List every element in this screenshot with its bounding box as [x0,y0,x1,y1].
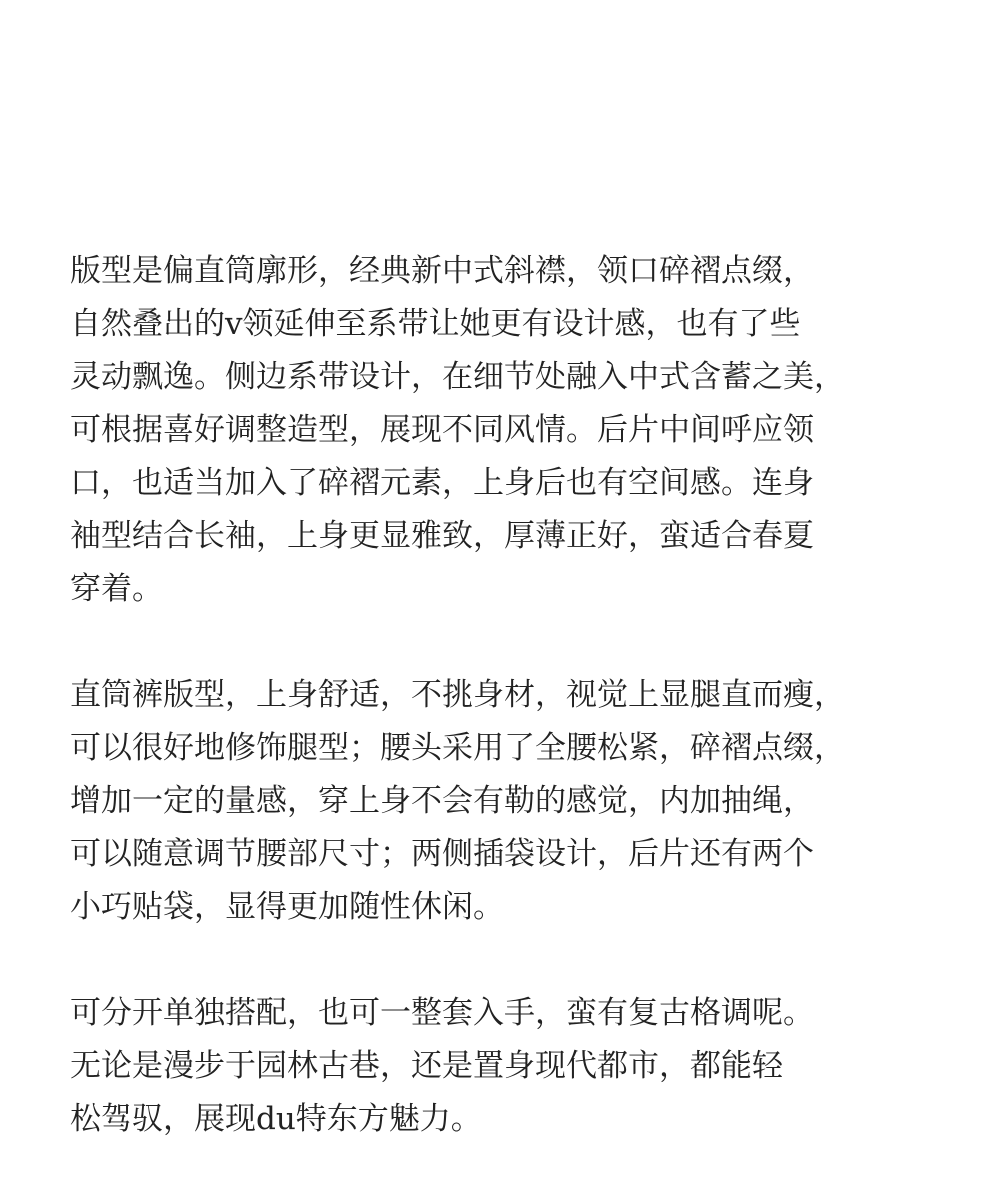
text-line: 无论是漫步于园林古巷，还是置身现代都市，都能轻 [70,1048,783,1084]
text-line: 直筒裤版型，上身舒适，不挑身材，视觉上显腿直而瘦， [70,677,845,713]
text-line: 增加一定的量感，穿上身不会有勒的感觉，内加抽绳， [70,783,814,819]
text-line: 口，也适当加入了碎褶元素，上身后也有空间感。连身 [70,465,814,501]
text-line: 可分开单独搭配，也可一整套入手，蛮有复古格调呢。 [70,995,814,1031]
text-line: 松驾驭，展现du特东方魅力。 [70,1101,482,1137]
text-line: 版型是偏直筒廓形，经典新中式斜襟，领口碎褶点缀， [70,253,814,289]
text-line: 可以随意调节腰部尺寸；两侧插袋设计，后片还有两个 [70,836,814,872]
paragraph-top-design [70,245,930,616]
paragraph-pants-design [70,669,930,934]
text-line: 自然叠出的v领延伸至系带让她更有设计感，也有了些 [70,306,801,342]
text-line: 小巧贴袋，显得更加随性休闲。 [70,889,504,925]
text-line: 可根据喜好调整造型，展现不同风情。后片中间呼应领 [70,412,814,448]
text-line: 灵动飘逸。侧边系带设计，在细节处融入中式含蓄之美， [70,359,845,395]
paragraph-styling [70,987,930,1146]
text-line: 可以很好地修饰腿型；腰头采用了全腰松紧，碎褶点缀， [70,730,845,766]
text-line: 穿着。 [70,571,163,607]
article-body [70,245,930,1199]
text-line: 袖型结合长袖，上身更显雅致，厚薄正好，蛮适合春夏 [70,518,814,554]
